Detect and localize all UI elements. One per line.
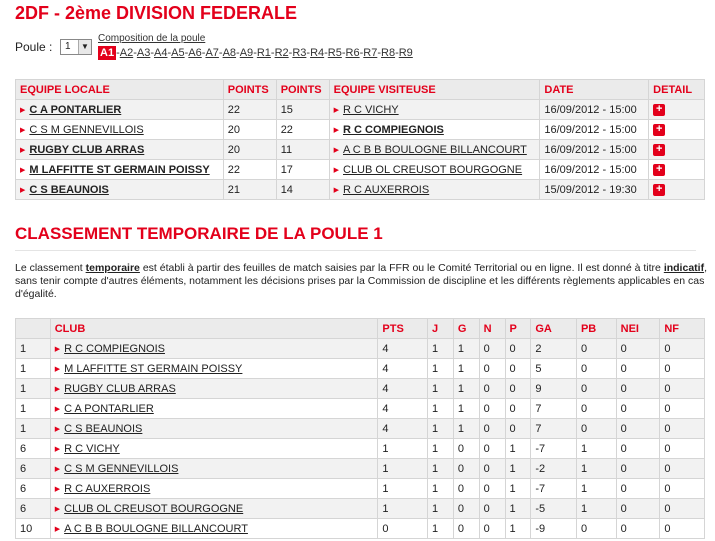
- stat-pts: 1: [378, 439, 428, 459]
- ranking-row: [16, 519, 705, 539]
- home-points: 21: [223, 180, 276, 200]
- stat-n: 0: [479, 519, 505, 539]
- triangle-right-icon: ▶: [54, 425, 61, 433]
- poule-link-separator: -: [253, 47, 257, 59]
- composition-link[interactable]: Composition de la poule: [98, 33, 206, 44]
- stat-ga: -7: [531, 439, 577, 459]
- match-row: [16, 140, 705, 160]
- poule-link-separator: -: [341, 47, 346, 59]
- poule-link-separator: -: [359, 47, 364, 59]
- stat-nf: 0: [660, 339, 705, 359]
- stat-p: 0: [505, 339, 531, 359]
- stat-j: 1: [428, 479, 454, 499]
- poule-link-a7[interactable]: A7: [205, 47, 219, 59]
- poule-label: Poule :: [15, 40, 53, 54]
- team-link[interactable]: RUGBY CLUB ARRAS: [29, 143, 145, 156]
- stat-pts: 1: [378, 459, 428, 479]
- triangle-right-icon: ▶: [333, 186, 339, 194]
- team-cell: [16, 180, 224, 200]
- team-cell: [50, 479, 378, 499]
- poule-link-r7[interactable]: R7: [363, 47, 378, 59]
- ranking-header-cell: P: [505, 319, 531, 339]
- stat-pb: 1: [576, 459, 616, 479]
- team-link[interactable]: R C VICHY: [343, 103, 399, 116]
- triangle-right-icon: ▶: [333, 146, 339, 154]
- stat-ga: -9: [531, 519, 577, 539]
- stat-g: 0: [453, 459, 479, 479]
- ranking-header-cell: GA: [531, 319, 577, 339]
- stat-ga: 7: [531, 399, 577, 419]
- poule-select-value: 1: [65, 41, 71, 52]
- team-cell: [329, 180, 540, 200]
- team-cell: [50, 439, 378, 459]
- detail-cell: [649, 140, 705, 160]
- team-link[interactable]: R C COMPIEGNOIS: [64, 342, 165, 355]
- ranking-header-row: [16, 319, 705, 339]
- team-link[interactable]: RUGBY CLUB ARRAS: [64, 382, 176, 395]
- triangle-right-icon: ▶: [54, 505, 61, 513]
- stat-pts: 4: [378, 419, 428, 439]
- poule-link-r1[interactable]: R1: [256, 47, 271, 59]
- ranking-table: [15, 318, 705, 539]
- stat-pb: 1: [576, 479, 616, 499]
- team-cell: [16, 140, 224, 160]
- poule-link-a5[interactable]: A5: [171, 47, 185, 59]
- stat-nf: 0: [660, 379, 705, 399]
- stat-j: 1: [428, 359, 454, 379]
- ranking-header-cell: NEI: [616, 319, 660, 339]
- stat-n: 0: [479, 459, 505, 479]
- match-row: [16, 120, 705, 140]
- triangle-right-icon: ▶: [333, 106, 339, 114]
- team-link[interactable]: M LAFFITTE ST GERMAIN POISSY: [64, 362, 243, 375]
- away-points: 17: [276, 160, 329, 180]
- stat-n: 0: [479, 379, 505, 399]
- stat-nei: 0: [616, 499, 660, 519]
- team-link[interactable]: CLUB OL CREUSOT BOURGOGNE: [64, 502, 244, 515]
- stat-ga: 7: [531, 419, 577, 439]
- stat-j: 1: [428, 499, 454, 519]
- poule-link-separator: -: [236, 47, 240, 59]
- poule-select[interactable]: [60, 39, 92, 55]
- stat-p: 0: [505, 419, 531, 439]
- triangle-right-icon: ▶: [20, 186, 26, 194]
- team-link[interactable]: R C AUXERROIS: [343, 183, 430, 196]
- poule-link-separator: -: [201, 47, 206, 59]
- ranking-row: [16, 419, 705, 439]
- plus-icon[interactable]: +: [653, 124, 665, 136]
- stat-p: 0: [505, 359, 531, 379]
- stat-nf: 0: [660, 359, 705, 379]
- stat-pb: 0: [576, 519, 616, 539]
- stat-nei: 0: [616, 379, 660, 399]
- stat-p: 0: [505, 399, 531, 419]
- team-link[interactable]: R C AUXERROIS: [64, 482, 151, 495]
- stat-p: 1: [505, 439, 531, 459]
- rank-cell: 1: [16, 359, 51, 379]
- stat-pts: 1: [378, 499, 428, 519]
- matches-header-row: [16, 80, 705, 100]
- team-link[interactable]: R C VICHY: [64, 442, 120, 455]
- ranking-header-cell: [16, 319, 51, 339]
- stat-pts: 4: [378, 339, 428, 359]
- ranking-header-cell: PTS: [378, 319, 428, 339]
- team-cell: [329, 120, 540, 140]
- match-date: 16/09/2012 - 15:00: [540, 120, 649, 140]
- stat-nf: 0: [660, 459, 705, 479]
- stat-g: 1: [453, 399, 479, 419]
- triangle-right-icon: ▶: [54, 445, 61, 453]
- home-points: 22: [223, 100, 276, 120]
- stat-g: 0: [453, 479, 479, 499]
- stat-ga: 2: [531, 339, 577, 359]
- stat-nei: 0: [616, 359, 660, 379]
- poule-link-separator: -: [167, 47, 172, 59]
- stat-nei: 0: [616, 419, 660, 439]
- poule-link-separator: -: [133, 47, 137, 59]
- poule-link-r6[interactable]: R6: [345, 47, 360, 59]
- team-link[interactable]: M LAFFITTE ST GERMAIN POISSY: [29, 163, 210, 176]
- matches-header-cell: DETAIL: [649, 80, 705, 100]
- stat-g: 1: [453, 359, 479, 379]
- stat-j: 1: [428, 519, 454, 539]
- home-points: 20: [223, 120, 276, 140]
- stat-ga: -5: [531, 499, 577, 519]
- poule-link-r8[interactable]: R8: [381, 47, 396, 59]
- note-suffix: , sans tenir compte d'autres éléments, notamment les décisions prises par la Commission de discipline et les différents règlements applicables en cas d'égalité.: [15, 262, 707, 300]
- matches-header-cell: EQUIPE VISITEUSE: [329, 80, 540, 100]
- detail-cell: [649, 120, 705, 140]
- triangle-right-icon: ▶: [333, 126, 339, 134]
- stat-ga: -7: [531, 479, 577, 499]
- match-date: 16/09/2012 - 15:00: [540, 140, 649, 160]
- triangle-right-icon: ▶: [54, 485, 61, 493]
- poule-link-separator: -: [288, 47, 293, 59]
- poule-link-r4[interactable]: R4: [310, 47, 325, 59]
- stat-pts: 4: [378, 399, 428, 419]
- ranking-header-cell: J: [428, 319, 454, 339]
- rank-cell: 6: [16, 439, 51, 459]
- stat-nf: 0: [660, 519, 705, 539]
- stat-p: 1: [505, 459, 531, 479]
- stat-pts: 4: [378, 379, 428, 399]
- stat-j: 1: [428, 339, 454, 359]
- poule-link-separator: -: [218, 47, 223, 59]
- stat-j: 1: [428, 379, 454, 399]
- rank-cell: 6: [16, 499, 51, 519]
- ranking-header-cell: NF: [660, 319, 705, 339]
- stat-n: 0: [479, 399, 505, 419]
- poule-link-r2[interactable]: R2: [274, 47, 289, 59]
- poule-link-separator: -: [395, 47, 399, 59]
- stat-pb: 0: [576, 359, 616, 379]
- poule-link-a9[interactable]: A9: [239, 47, 254, 59]
- poule-link-separator: -: [116, 47, 120, 59]
- poule-link-r5[interactable]: R5: [327, 47, 342, 59]
- away-points: 15: [276, 100, 329, 120]
- match-row: [16, 160, 705, 180]
- note-mid: est établi à partir des feuilles de match saisies par la FFR ou le Comité Territorial ou en ligne. Il est donné à titre: [139, 262, 664, 274]
- away-points: 14: [276, 180, 329, 200]
- team-link[interactable]: R C COMPIEGNOIS: [343, 123, 444, 136]
- stat-ga: 9: [531, 379, 577, 399]
- poule-link-r9[interactable]: R9: [398, 47, 413, 59]
- rank-cell: 1: [16, 339, 51, 359]
- stat-nei: 0: [616, 459, 660, 479]
- stat-j: 1: [428, 419, 454, 439]
- poule-link-a8[interactable]: A8: [222, 47, 237, 59]
- plus-icon[interactable]: +: [653, 164, 665, 176]
- stat-nf: 0: [660, 499, 705, 519]
- team-cell: [50, 459, 378, 479]
- stat-n: 0: [479, 479, 505, 499]
- note-prefix: Le classement: [15, 262, 86, 274]
- match-date: 16/09/2012 - 15:00: [540, 160, 649, 180]
- stat-nf: 0: [660, 419, 705, 439]
- team-link[interactable]: A C B B BOULOGNE BILLANCOURT: [64, 522, 248, 535]
- poule-link-a6[interactable]: A6: [188, 47, 202, 59]
- stat-g: 1: [453, 379, 479, 399]
- triangle-right-icon: ▶: [54, 465, 61, 473]
- stat-nei: 0: [616, 519, 660, 539]
- note-bold-temporaire: temporaire: [85, 262, 140, 274]
- plus-icon[interactable]: +: [653, 104, 665, 116]
- divider: [15, 250, 696, 251]
- stat-n: 0: [479, 359, 505, 379]
- stat-n: 0: [479, 339, 505, 359]
- stat-pts: 1: [378, 479, 428, 499]
- rank-cell: 1: [16, 379, 51, 399]
- matches-header-cell: POINTS: [223, 80, 276, 100]
- poule-link-separator: -: [377, 47, 381, 59]
- stat-nei: 0: [616, 399, 660, 419]
- stat-pb: 1: [576, 499, 616, 519]
- poule-link-separator: -: [324, 47, 328, 59]
- stat-j: 1: [428, 459, 454, 479]
- team-cell: [329, 100, 540, 120]
- team-cell: [16, 120, 224, 140]
- triangle-right-icon: ▶: [333, 166, 339, 174]
- poule-link-a2[interactable]: A2: [119, 47, 134, 59]
- rank-cell: 6: [16, 459, 51, 479]
- stat-g: 0: [453, 519, 479, 539]
- ranking-row: [16, 339, 705, 359]
- rank-cell: 6: [16, 479, 51, 499]
- triangle-right-icon: ▶: [54, 525, 61, 533]
- poule-link-a4[interactable]: A4: [154, 47, 168, 59]
- poule-link-separator: -: [306, 47, 311, 59]
- team-link[interactable]: CLUB OL CREUSOT BOURGOGNE: [343, 163, 523, 176]
- stat-p: 1: [505, 519, 531, 539]
- team-cell: [50, 339, 378, 359]
- stat-n: 0: [479, 499, 505, 519]
- match-date: 15/09/2012 - 19:30: [540, 180, 649, 200]
- triangle-right-icon: ▶: [20, 106, 26, 114]
- stat-nf: 0: [660, 479, 705, 499]
- ranking-row: [16, 439, 705, 459]
- stat-pb: 0: [576, 399, 616, 419]
- triangle-right-icon: ▶: [20, 166, 26, 174]
- triangle-right-icon: ▶: [54, 385, 61, 393]
- ranking-row: [16, 379, 705, 399]
- stat-nei: 0: [616, 479, 660, 499]
- chevron-down-icon: ▼: [78, 40, 91, 54]
- stat-g: 1: [453, 419, 479, 439]
- team-link[interactable]: C S BEAUNOIS: [64, 422, 143, 435]
- stat-pb: 1: [576, 439, 616, 459]
- stat-nei: 0: [616, 439, 660, 459]
- ranking-header-cell: PB: [576, 319, 616, 339]
- stat-g: 0: [453, 499, 479, 519]
- stat-j: 1: [428, 439, 454, 459]
- triangle-right-icon: ▶: [54, 345, 61, 353]
- matches-header-cell: EQUIPE LOCALE: [16, 80, 224, 100]
- home-points: 20: [223, 140, 276, 160]
- ranking-header-cell: CLUB: [50, 319, 378, 339]
- match-row: [16, 100, 705, 120]
- ranking-row: [16, 359, 705, 379]
- team-link[interactable]: C S M GENNEVILLOIS: [29, 123, 144, 136]
- ranking-row: [16, 499, 705, 519]
- stat-pb: 0: [576, 339, 616, 359]
- triangle-right-icon: ▶: [54, 365, 61, 373]
- team-link[interactable]: A C B B BOULOGNE BILLANCOURT: [343, 143, 527, 156]
- team-link[interactable]: C S M GENNEVILLOIS: [64, 462, 179, 475]
- team-cell: [329, 160, 540, 180]
- stat-n: 0: [479, 419, 505, 439]
- stat-pb: 0: [576, 419, 616, 439]
- stat-p: 0: [505, 379, 531, 399]
- triangle-right-icon: ▶: [54, 405, 61, 413]
- stat-p: 1: [505, 479, 531, 499]
- team-cell: [50, 519, 378, 539]
- stat-ga: -2: [531, 459, 577, 479]
- stat-ga: 5: [531, 359, 577, 379]
- team-cell: [50, 419, 378, 439]
- matches-table: [15, 79, 705, 200]
- ranking-header-cell: N: [479, 319, 505, 339]
- match-row: [16, 180, 705, 200]
- detail-cell: [649, 180, 705, 200]
- rank-cell: 10: [16, 519, 51, 539]
- ranking-row: [16, 459, 705, 479]
- detail-cell: [649, 160, 705, 180]
- plus-icon[interactable]: +: [653, 144, 665, 156]
- note-bold-indicatif: indicatif: [663, 262, 705, 274]
- team-cell: [329, 140, 540, 160]
- stat-pb: 0: [576, 379, 616, 399]
- rank-cell: 1: [16, 419, 51, 439]
- plus-icon[interactable]: +: [653, 184, 665, 196]
- team-cell: [16, 100, 224, 120]
- away-points: 11: [276, 140, 329, 160]
- team-cell: [16, 160, 224, 180]
- page-title: 2DF - 2ème DIVISION FEDERALE: [15, 3, 298, 23]
- stat-pts: 4: [378, 359, 428, 379]
- ranking-title: CLASSEMENT TEMPORAIRE DE LA POULE 1: [15, 224, 383, 243]
- poule-links: [98, 46, 413, 60]
- team-link[interactable]: C A PONTARLIER: [29, 103, 122, 116]
- ranking-header-cell: G: [453, 319, 479, 339]
- team-link[interactable]: C S BEAUNOIS: [29, 183, 109, 196]
- stat-j: 1: [428, 399, 454, 419]
- poule-link-r3[interactable]: R3: [292, 47, 307, 59]
- rank-cell: 1: [16, 399, 51, 419]
- home-points: 22: [223, 160, 276, 180]
- stat-nei: 0: [616, 339, 660, 359]
- poule-link-a1[interactable]: A1: [100, 47, 115, 59]
- stat-g: 0: [453, 439, 479, 459]
- matches-header-cell: POINTS: [276, 80, 329, 100]
- stat-n: 0: [479, 439, 505, 459]
- stat-nf: 0: [660, 439, 705, 459]
- team-cell: [50, 359, 378, 379]
- ranking-row: [16, 399, 705, 419]
- stat-pts: 0: [378, 519, 428, 539]
- ranking-note: [15, 262, 715, 301]
- ranking-row: [16, 479, 705, 499]
- poule-link-a3[interactable]: A3: [136, 47, 151, 59]
- stat-nf: 0: [660, 399, 705, 419]
- match-date: 16/09/2012 - 15:00: [540, 100, 649, 120]
- triangle-right-icon: ▶: [20, 126, 26, 134]
- matches-header-cell: DATE: [540, 80, 649, 100]
- team-link[interactable]: C A PONTARLIER: [64, 402, 154, 415]
- detail-cell: [649, 100, 705, 120]
- away-points: 22: [276, 120, 329, 140]
- poule-link-separator: -: [270, 47, 275, 59]
- poule-link-separator: -: [150, 47, 155, 59]
- triangle-right-icon: ▶: [20, 146, 26, 154]
- team-cell: [50, 379, 378, 399]
- stat-p: 1: [505, 499, 531, 519]
- team-cell: [50, 499, 378, 519]
- poule-link-separator: -: [184, 47, 189, 59]
- team-cell: [50, 399, 378, 419]
- stat-g: 1: [453, 339, 479, 359]
- poule-selector-row: [15, 32, 696, 62]
